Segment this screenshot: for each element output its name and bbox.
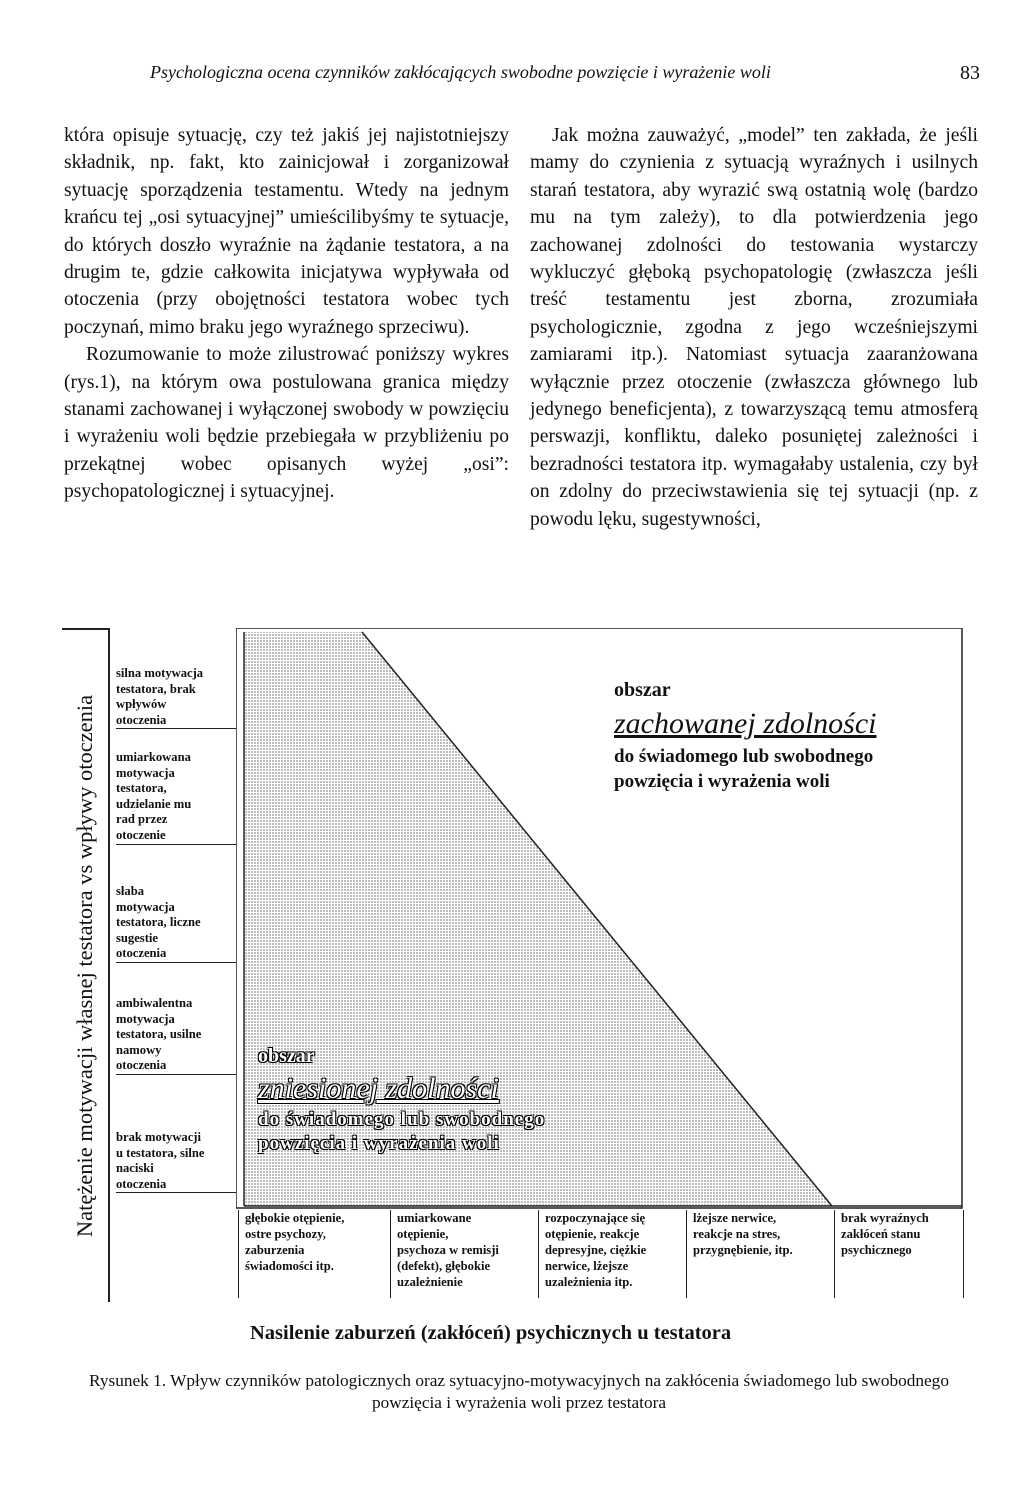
motivation-level-2: umiarkowana motywacja testatora, udzielanie mu rad przez otoczenie: [116, 750, 236, 845]
motivation-level-5: brak motywacji u testatora, silne naciski otoczenia: [116, 1130, 236, 1193]
x-axis-label: Nasilenie zaburzeń (zakłóceń) psychicznych u testatora: [250, 1322, 732, 1344]
disorder-level-3: rozpoczynające się otępienie, reakcje depresyjne, ciężkie nerwice, lżejsze uzależnienia itp.: [538, 1210, 686, 1298]
left-column: [64, 122, 509, 506]
disorder-level-1: głębokie otępienie, ostre psychozy, zaburzenia świadomości itp.: [238, 1210, 390, 1298]
y-axis-label: Natężenie motywacji własnej testatora vs wpływy otoczenia: [72, 694, 97, 1238]
disorder-level-2: umiarkowane otępienie, psychoza w remisji (defekt), głębokie uzależnienie: [390, 1210, 538, 1298]
page-number: 83: [960, 62, 980, 84]
right-column: [530, 122, 978, 533]
motivation-level-4: ambiwalentna motywacja testatora, usilne namowy otoczenia: [116, 996, 236, 1075]
disorder-level-4: lżejsze nerwice, reakcje na stres, przygnębienie, itp.: [686, 1210, 834, 1298]
abolished-capacity-label: obszar zniesionej zdolności do świadomego lub swobodnego powzięcia i wyrażenia woli: [258, 1045, 546, 1154]
figure-caption: Rysunek 1. Wpływ czynników patologicznych oraz sytuacyjno-motywacyjnych na zakłócenia świadomego lub swobodnego powzięcia i wyrażenia woli przez testatora: [89, 1371, 949, 1412]
left-paragraph-1: która opisuje sytuację, czy też jakiś jej najistotniejszy składnik, np. fakt, kto zainicjował i zorganizował sytuację sporządzenia testamentu. Wtedy na jednym krańcu tej „osi sytuacyjnej” umieścilibyśmy te sytuacje, do których doszło wyraźnie na żądanie testatora, a na drugim te, gdzie całkowita inicjatywa wypływała od otoczenia (przy obojętności testatora wobec tych poczynań, mimo braku jego wyraźnego sprzeciwu).: [64, 125, 509, 338]
figure-1: [62, 628, 966, 1300]
motivation-level-3: słaba motywacja testatora, liczne sugestie otoczenia: [116, 884, 236, 963]
motivation-level-1: silna motywacja testatora, brak wpływów otoczenia: [116, 666, 236, 729]
right-paragraph-1: Jak można zauważyć, „model” ten zakłada, że jeśli mamy do czynienia z sytuacją wyraźnych i usilnych starań testatora, aby wyrazić swą ostatnią wolę (bardzo mu na tym zależy), to dla potwierdzenia jego zachowanej zdolności do testowania wystarczy wykluczyć głęboką psychopatologię (zwłaszcza jeśli treść testamentu jest zborna, zrozumiała psychologicznie, zgodna z jego wcześniejszymi zamiarami itp.). Natomiast sytuacja zaaranżowana wyłącznie przez otoczenie (zwłaszcza głównego lub jedynego beneficjenta), z towarzyszącą temu atmosferą perswazji, konfliktu, daleko posuniętej zależności i bezradności testatora itp. wymagałaby ustalenia, czy był on zdolny do przeciwstawienia się tej sytuacji (np. z powodu lęku, sugestywności,: [530, 125, 978, 530]
running-header: [150, 62, 980, 92]
preserved-capacity-label: obszar zachowanej zdolności do świadomego lub swobodnego powzięcia i wyrażenia woli: [614, 679, 877, 792]
y-axis: [62, 628, 110, 1302]
left-paragraph-2: Rozumowanie to może zilustrować poniższy wykres (rys.1), na którym owa postulowana granica między stanami zachowanej i wyłączonej swobody w powzięciu i wyrażeniu woli będzie przebiegała w przybliżeniu po przekątnej wobec opisanych wyżej „osi”: psychopatologicznej i sytuacyjnej.: [64, 344, 509, 503]
running-title: Psychologiczna ocena czynników zakłócających swobodne powzięcie i wyrażenie woli: [150, 62, 771, 82]
disorder-level-5: brak wyraźnych zakłóceń stanu psychicznego: [834, 1210, 964, 1298]
